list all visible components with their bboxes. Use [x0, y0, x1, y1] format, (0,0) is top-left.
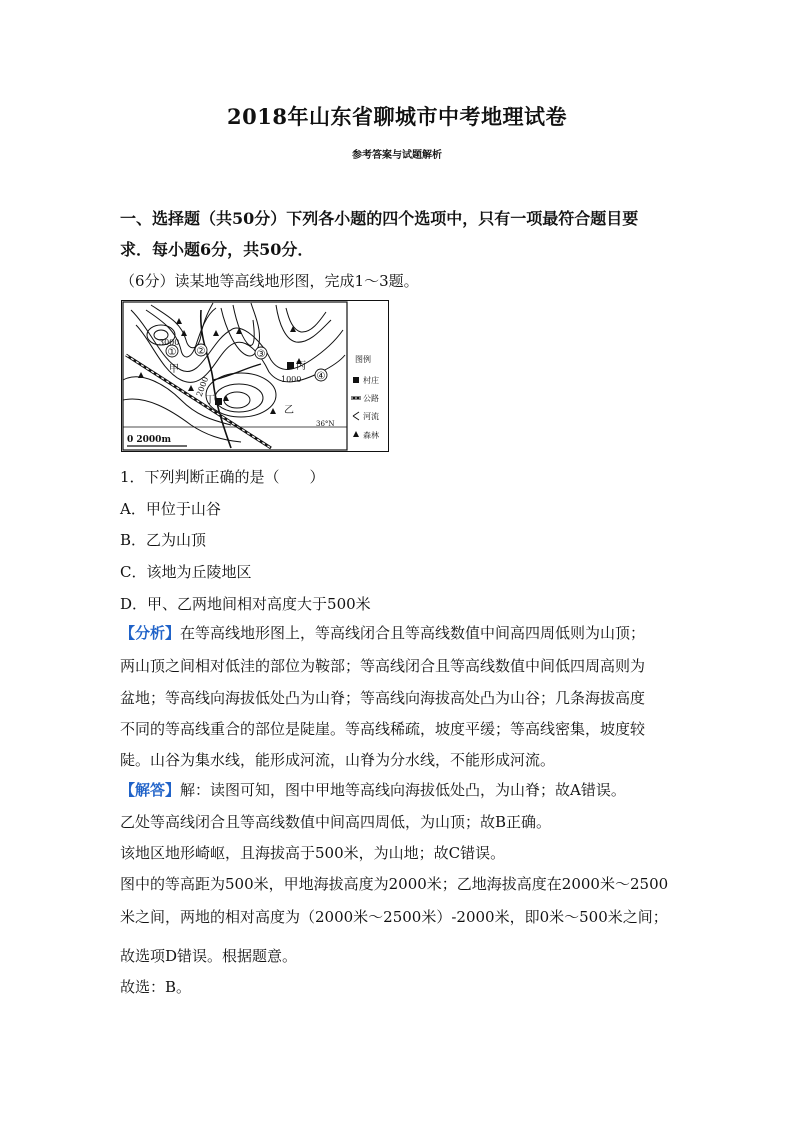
legend-forest: 森林 — [363, 431, 379, 440]
analysis-tag: 【分析】 — [120, 624, 181, 642]
question-intro: （6分）读某地等高线地形图，完成1～3题。 — [120, 272, 419, 290]
label-yi: 乙 — [284, 405, 294, 416]
legend-road: 公路 — [363, 394, 379, 403]
label-bing: 丙 — [296, 361, 306, 372]
answer-final: 故选：B。 — [120, 978, 192, 996]
legend-river: 河流 — [363, 412, 379, 421]
analysis-line-4: 不同的等高线重合的部位是陡崖。等高线稀疏，坡度平缓；等高线密集，坡度较 — [120, 720, 646, 738]
analysis-line-3: 盆地；等高线向海拔低处凸为山脊；等高线向海拔高处凸为山谷；几条海拔高度 — [120, 689, 646, 707]
label-p1: ① — [167, 347, 177, 358]
label-jia: 甲 — [169, 364, 179, 375]
label-3000: 3000 — [159, 338, 180, 347]
contour-map-figure — [121, 300, 389, 452]
answer-line-5: 米之间，两地的相对高度为（2000米～2500米）-2000米，即0米～500米之间； — [120, 908, 668, 926]
label-p4: ④ — [316, 371, 326, 382]
option-a: A．甲位于山谷 — [120, 500, 221, 518]
answer-line-3: 该地区地形崎岖，且海拔高于500米，为山地；故C错误。 — [120, 844, 506, 862]
legend-village: 村庄 — [363, 376, 379, 385]
label-2000: 2000 — [194, 375, 211, 398]
page-subtitle: 参考答案与试题解析 — [352, 150, 442, 161]
map-scale: 0 2000m — [127, 435, 171, 445]
legend-title: 图例 — [355, 355, 371, 364]
analysis-line-2: 两山顶之间相对低洼的部位为鞍部；等高线闭合且等高线数值中间低四周高则为 — [120, 657, 646, 675]
section-heading-line-2: 求．每小题6分，共50分． — [120, 240, 314, 259]
analysis-line-5: 陡。山谷为集水线，能形成河流，山脊为分水线，不能形成河流。 — [120, 751, 556, 769]
page-title: 2018年山东省聊城市中考地理试卷 — [227, 104, 567, 129]
label-latitude: 36°N — [316, 420, 335, 428]
label-p3: ③ — [256, 349, 266, 360]
answer-line-2: 乙处等高线闭合且等高线数值中间高四周低，为山顶；故B正确。 — [120, 813, 552, 831]
label-1000: 1000 — [281, 375, 302, 384]
answer-line-6: 故选项D错误。根据题意。 — [120, 947, 298, 965]
analysis-text-1: 在等高线地形图上，等高线闭合且等高线数值中间高四周低则为山顶； — [180, 624, 646, 642]
answer-tag: 【解答】 — [120, 781, 181, 799]
analysis-line-1 — [120, 622, 690, 643]
section-heading-line-1: 一、选择题（共50分）下列各小题的四个选项中，只有一项最符合题目要 — [120, 209, 639, 228]
answer-text-1: 解：读图可知，图中甲地等高线向海拔低处凸，为山脊；故A错误。 — [180, 781, 626, 799]
answer-line-4: 图中的等高距为500米，甲地海拔高度为2000米；乙地海拔高度在2000米～2500 — [120, 875, 669, 893]
option-d: D．甲、乙两地间相对高度大于500米 — [120, 595, 371, 613]
option-c: C．该地为丘陵地区 — [120, 563, 252, 581]
question-stem: 1．下列判断正确的是（ ） — [120, 468, 325, 486]
option-b: B．乙为山顶 — [120, 531, 207, 549]
label-p2: ② — [196, 346, 206, 357]
answer-line-1 — [120, 779, 690, 800]
label-ding: 丁 — [205, 395, 215, 406]
